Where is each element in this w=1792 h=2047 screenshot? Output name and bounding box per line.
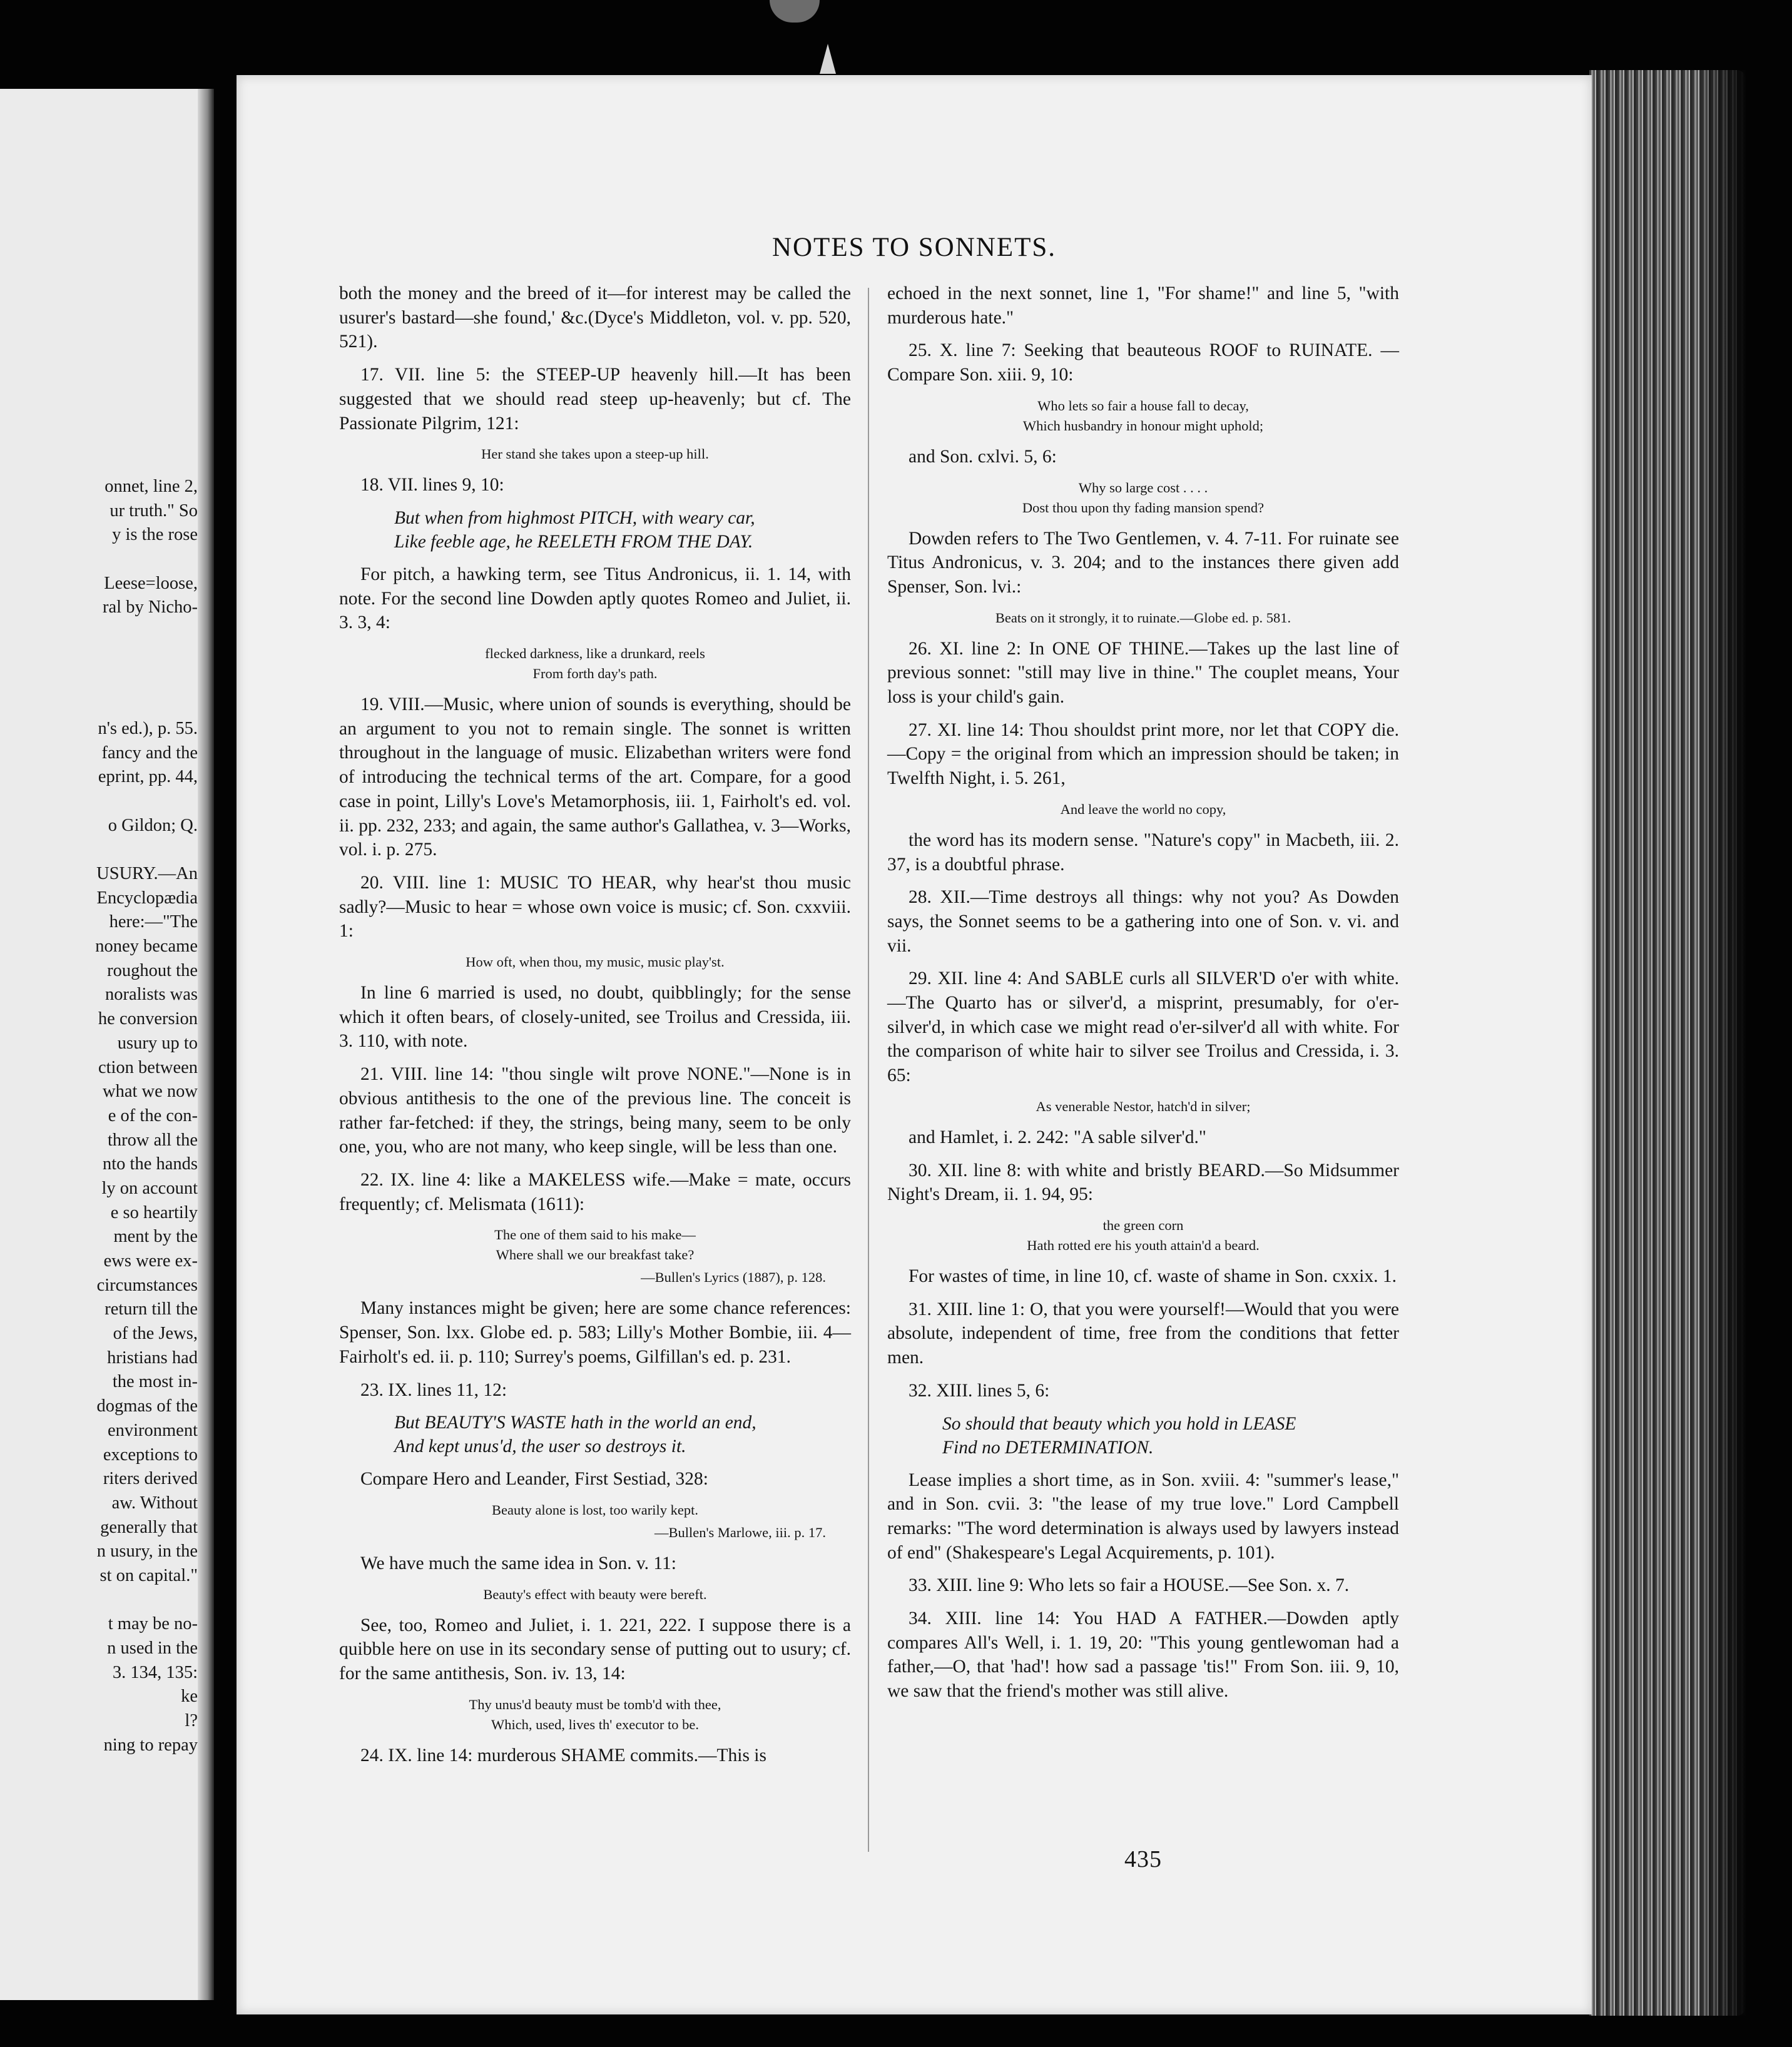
facing-page-line: dogmas of the <box>96 1396 198 1416</box>
facing-page-text <box>0 475 198 1757</box>
note-paragraph: 24. IX. line 14: murderous SHAME commits.—This is <box>360 1745 766 1765</box>
block-quotation: Beauty alone is lost, too warily kept. <box>492 1501 698 1518</box>
facing-page-line: n used in the <box>107 1638 198 1658</box>
facing-page-line: environment <box>107 1420 198 1440</box>
facing-page-line: o Gildon; Q. <box>108 815 198 835</box>
facing-page-line: l? <box>185 1711 198 1731</box>
facing-page-line <box>0 669 198 693</box>
facing-page-line <box>0 547 198 572</box>
facing-page-line <box>0 620 198 644</box>
facing-page-line: throw all the <box>107 1130 198 1150</box>
facing-page-line: generally that <box>100 1517 198 1537</box>
quotation-line: Find no DETERMINATION. <box>942 1437 1154 1458</box>
note-paragraph: and Son. cxlvi. 5, 6: <box>909 446 1057 467</box>
block-quotation: Beats on it strongly, it to ruinate.—Globe ed. p. 581. <box>995 609 1291 626</box>
note-paragraph: Lease implies a short time, as in Son. xviii. 4: "summer's lease," and in Son. cvii. 3: "the lease of my true love." Lord Campbell remarks: "The word determination is always used by lawyers instead of end" (Shakespeare's Legal Acquirements, p. 101). <box>887 1470 1399 1563</box>
facing-page-line: 3. 134, 135: <box>112 1662 198 1682</box>
facing-page-line: ction between <box>98 1057 198 1077</box>
note-paragraph: 34. XIII. line 14: You HAD A FATHER.—Dowden aptly compares All's Well, i. 1. 19, 20: "This young gentlewoman had a father,—O, that 'had'! how sad a passage 'tis!" From Son. iii. 9, 10, we saw that the friend's mother was still alive. <box>887 1608 1399 1702</box>
text-column-left <box>339 282 851 1776</box>
note-paragraph: For pitch, a hawking term, see Titus Andronicus, ii. 1. 14, with note. For the second line Dowden aptly quotes Romeo and Juliet, ii. 3. 3, 4: <box>339 564 851 633</box>
quotation-line: flecked darkness, like a drunkard, reels <box>485 646 705 662</box>
citation-source: —Bullen's Lyrics (1887), p. 128. <box>641 1269 826 1286</box>
note-paragraph: 19. VIII.—Music, where union of sounds is everything, should be an argument to you not to remain single. The sonnet is written throughout in the language of music. Elizabethan writers were fond of introducing the technical terms of the art. Compare, for a good case in point, Lilly's Love's Metamorphosis, iii. 1, Fairholt's ed. vol. ii. pp. 232, 233; and again, the same author's Gallathea, v. 3—Works, vol. i. p. 275. <box>339 694 851 860</box>
block-quotation: How oft, when thou, my music, music play'st. <box>466 954 725 970</box>
facing-page-line: ly on account <box>101 1178 198 1198</box>
facing-page-line <box>0 838 198 862</box>
quotation-line: Which husbandry in honour might uphold; <box>1022 417 1264 434</box>
facing-page-line: the most in- <box>112 1372 198 1392</box>
note-paragraph: 23. IX. lines 11, 12: <box>360 1379 507 1400</box>
facing-page-left <box>0 89 214 2000</box>
facing-page-line <box>0 644 198 669</box>
note-paragraph: and Hamlet, i. 2. 242: "A sable silver'd." <box>909 1127 1206 1147</box>
note-paragraph: 22. IX. line 4: like a MAKELESS wife.—Make = mate, occurs frequently; cf. Melismata (1611): <box>339 1169 851 1214</box>
quotation-line: Why so large cost . . . . <box>1078 479 1208 495</box>
book-page-edges <box>1589 70 1746 2016</box>
facing-page-line: hristians had <box>107 1348 198 1368</box>
facing-page-line: ews were ex- <box>103 1251 198 1271</box>
facing-page-line: Encyclopædia <box>96 888 198 908</box>
note-paragraph: We have much the same idea in Son. v. 11: <box>360 1553 677 1573</box>
column-rule <box>868 288 869 1852</box>
quotation-line: But BEAUTY'S WASTE hath in the world an end, <box>394 1413 756 1433</box>
quotation-line: Like feeble age, he REELETH FROM THE DAY. <box>394 531 753 552</box>
note-paragraph: the word has its modern sense. "Nature's copy" in Macbeth, iii. 2. 37, is a doubtful phrase. <box>887 830 1399 875</box>
block-quotation: Beauty's effect with beauty were bereft. <box>483 1586 707 1602</box>
quotation-line: Which, used, lives th' executor to be. <box>491 1716 700 1732</box>
facing-page-line: he conversion <box>98 1009 198 1029</box>
facing-page-line <box>0 1588 198 1613</box>
block-quotation <box>887 396 1399 436</box>
facing-page-line: noralists was <box>104 985 198 1005</box>
note-paragraph: 33. XIII. line 9: Who lets so fair a HOUSE.—See Son. x. 7. <box>909 1575 1350 1596</box>
note-paragraph: both the money and the breed of it—for interest may be called the usurer's bastard—she found,' &c.(Dyce's Middleton, vol. v. pp. 520, 521). <box>339 283 851 352</box>
quotation-line: Dost thou upon thy fading mansion spend? <box>1022 499 1265 516</box>
facing-page-line: eprint, pp. 44, <box>98 767 198 787</box>
note-paragraph: 27. XI. line 14: Thou shouldst print more, nor let that COPY die.—Copy = the original from which an impression should be taken; in Twelfth Night, i. 5. 261, <box>887 719 1399 789</box>
facing-page-line: aw. Without <box>111 1493 198 1513</box>
page-gutter <box>198 89 214 2000</box>
note-paragraph: See, too, Romeo and Juliet, i. 1. 221, 222. I suppose there is a quibble here on use in its secondary sense of putting out to usury; cf. for the same antithesis, Son. iv. 13, 14: <box>339 1615 851 1684</box>
book-page <box>237 75 1592 2014</box>
note-paragraph: 26. XI. line 2: In ONE OF THINE.—Takes up the last line of previous sonnet: "still may live in thine." The couplet means, Your loss is your child's gain. <box>887 638 1399 708</box>
facing-page-line: e so heartily <box>110 1202 198 1222</box>
block-quotation: And leave the world no copy, <box>1060 801 1226 817</box>
facing-page-line: fancy and the <box>101 743 198 763</box>
facing-page-line: ur truth." So <box>109 500 198 521</box>
note-paragraph: 21. VIII. line 14: "thou single wilt prove NONE."—None is in obvious antithesis to the one of the previous line. The conceit is rather far-fetched: if they, the strings, being many, seem to be only one, you, who are not many, who keep single, will be less than one. <box>339 1064 851 1157</box>
facing-page-line: of the Jews, <box>113 1324 198 1344</box>
block-quotation <box>339 1695 851 1735</box>
block-quotation <box>887 1216 1399 1256</box>
facing-page-line: y is the rose <box>112 525 198 545</box>
note-paragraph: 31. XIII. line 1: O, that you were yourself!—Would that you were absolute, independent of time, free from the conditions that fetter men. <box>887 1299 1399 1368</box>
binding-mark <box>820 44 836 74</box>
facing-page-line: ke <box>181 1687 198 1707</box>
facing-page-line: t may be no- <box>108 1614 198 1634</box>
facing-page-line: st on capital." <box>99 1565 198 1585</box>
quotation-line: But when from highmost PITCH, with weary car, <box>394 507 755 528</box>
note-paragraph: Compare Hero and Leander, First Sestiad, 328: <box>360 1469 708 1490</box>
quotation-line: The one of them said to his make— <box>494 1227 696 1243</box>
verse-quotation <box>942 1412 1399 1460</box>
facing-page-line: n usury, in the <box>96 1542 198 1562</box>
note-paragraph: 32. XIII. lines 5, 6: <box>909 1380 1050 1401</box>
block-quotation: As venerable Nestor, hatch'd in silver; <box>1036 1098 1251 1114</box>
facing-page-line: usury up to <box>117 1033 198 1053</box>
note-paragraph: For wastes of time, in line 10, cf. waste of shame in Son. cxxix. 1. <box>909 1266 1397 1286</box>
facing-page-line: what we now <box>103 1082 198 1102</box>
quotation-line: And kept unus'd, the user so destroys it. <box>394 1436 686 1457</box>
note-paragraph: 29. XII. line 4: And SABLE curls all SILVER'D o'er with white.—The Quarto has or silver'd, a misprint, presumably, for o'er-silver'd, in which case we might read o'er-silver'd all with white. For the comparison of white hair to silver see Troilus and Cressida, i. 3. 65: <box>887 968 1399 1086</box>
note-paragraph: Many instances might be given; here are some chance references: Spenser, Son. lxx. Globe ed. p. 583; Lilly's Mother Bombie, iii. 4—Fairholt's ed. ii. p. 110; Surrey's poems, Gilfillan's ed. p. 231. <box>339 1298 851 1367</box>
facing-page-line: riters derived <box>103 1469 198 1489</box>
facing-page-line: return till the <box>104 1299 198 1319</box>
quotation-line: Hath rotted ere his youth attain'd a beard. <box>1027 1237 1260 1253</box>
verse-quotation <box>394 506 851 554</box>
facing-page-line: roughout the <box>107 960 198 980</box>
facing-page-line: here:—"The <box>109 912 198 932</box>
citation-source: —Bullen's Marlowe, iii. p. 17. <box>654 1524 826 1540</box>
facing-page-line: circumstances <box>96 1275 198 1295</box>
facing-page-line: exceptions to <box>103 1445 198 1465</box>
facing-page-line: noney became <box>95 937 198 957</box>
page-number: 435 <box>1124 1846 1162 1872</box>
text-column-right <box>887 282 1399 1712</box>
binding-blot <box>770 0 820 23</box>
block-quotation: Her stand she takes upon a steep-up hill. <box>481 446 709 462</box>
facing-page-line: onnet, line 2, <box>104 477 198 496</box>
facing-page-line: ning to repay <box>103 1735 198 1755</box>
running-head: NOTES TO SONNETS. <box>771 233 1057 262</box>
note-paragraph: echoed in the next sonnet, line 1, "For shame!" and line 5, "with murderous hate." <box>887 283 1399 328</box>
quotation-line: So should that beauty which you hold in LEASE <box>942 1413 1296 1434</box>
block-quotation <box>887 478 1399 518</box>
block-quotation <box>339 1225 851 1265</box>
facing-page-line <box>0 693 198 717</box>
facing-page-line: ment by the <box>113 1227 198 1247</box>
note-paragraph: 18. VII. lines 9, 10: <box>360 475 504 495</box>
quotation-line: From forth day's path. <box>532 666 658 682</box>
note-paragraph: 28. XII.—Time destroys all things: why not you? As Dowden says, the Sonnet seems to be a gathering into one of Son. v. vi. and vii. <box>887 887 1399 956</box>
facing-page-line: Leese=loose, <box>104 573 198 593</box>
note-paragraph: 17. VII. line 5: the STEEP-UP heavenly hill.—It has been suggested that we should read steep up-heavenly; but cf. The Passionate Pilgrim, 121: <box>339 365 851 434</box>
facing-page-line <box>0 790 198 814</box>
quotation-line: Who lets so fair a house fall to decay, <box>1037 397 1249 414</box>
note-paragraph: Dowden refers to The Two Gentlemen, v. 4. 7-11. For ruinate see Titus Andronicus, v. 3. 204; and to the instances there given add Spenser, Son. lvi.: <box>887 528 1399 597</box>
note-paragraph: 20. VIII. line 1: MUSIC TO HEAR, why hear'st thou music sadly?—Music to hear = whose own voice is music; cf. Son. cxxviii. 1: <box>339 872 851 942</box>
facing-page-line: ral by Nicho- <box>103 597 198 617</box>
verse-quotation <box>394 1411 851 1458</box>
facing-page-line: n's ed.), p. 55. <box>98 718 198 738</box>
note-paragraph: 25. X. line 7: Seeking that beauteous ROOF to RUINATE. —Compare Son. xiii. 9, 10: <box>887 340 1399 385</box>
block-quotation <box>339 644 851 684</box>
facing-page-line: e of the con- <box>108 1105 198 1125</box>
note-paragraph: In line 6 married is used, no doubt, quibblingly; for the sense which it often bears, of closely-united, see Troilus and Cressida, iii. 3. 110, with note. <box>339 983 851 1052</box>
facing-page-line: USURY.—An <box>96 864 198 883</box>
quotation-line: the green corn <box>1102 1217 1184 1233</box>
quotation-line: Where shall we our breakfast take? <box>496 1247 695 1263</box>
quotation-line: Thy unus'd beauty must be tomb'd with thee, <box>469 1696 721 1712</box>
note-paragraph: 30. XII. line 8: with white and bristly BEARD.—So Midsummer Night's Dream, ii. 1. 94, 95: <box>887 1160 1399 1205</box>
facing-page-line: nto the hands <box>103 1154 198 1174</box>
